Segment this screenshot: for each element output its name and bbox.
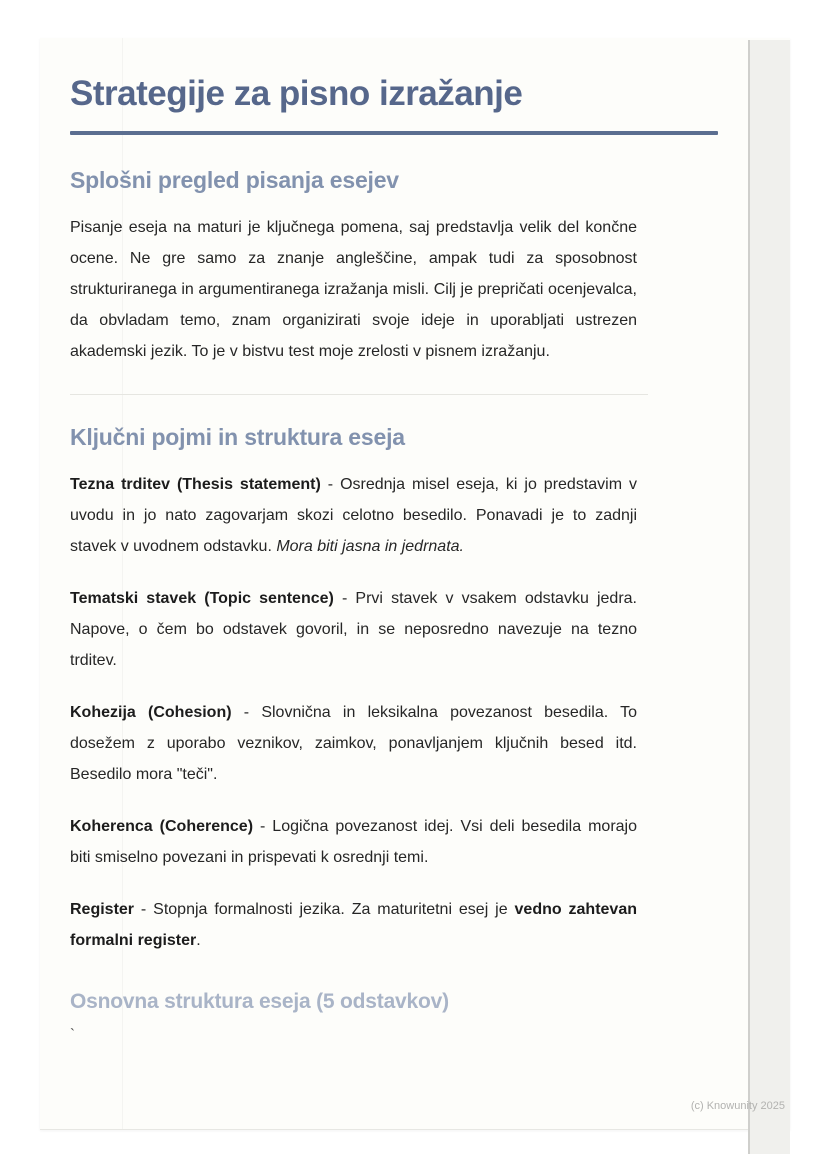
definition-thesis-statement [70, 469, 637, 562]
definition-register [70, 894, 637, 956]
term-definition-bold: vedno zahtevan formalni register [70, 901, 638, 949]
term-definition-tail: . [196, 932, 201, 949]
term-label: Register [70, 901, 135, 918]
watermark-text: (c) Knowunity 2025 [690, 1100, 785, 1112]
term-label: Tematski stavek (Topic sentence) [70, 590, 334, 607]
term-definition: - Stopnja formalnosti jezika. Za maturitetni esej je [134, 901, 515, 918]
overview-paragraph: Pisanje eseja na maturi je ključnega pomena, saj predstavlja velik del končne ocene. Ne gre samo za znanje angleščine, ampak tudi za sposobnost strukturiranega in argumentiranega izražanja misli. Cilj je prepričati ocenjevalca, da obvladam temo, znam organizirati svoje ideje in uporabljati ustrezen akademski jezik. To je v bistvu test moje zrelosti v pisnem izražanju. [70, 219, 637, 360]
term-definition: - Logična povezanost idej. Vsi deli besedila morajo biti smiselno povezani in prispevati k osrednji temi. [70, 818, 638, 866]
term-definition-italic: Mora biti jasna in jedrnata. [276, 538, 464, 555]
structure-placeholder-text: ` [70, 1026, 75, 1043]
term-label: Kohezija (Cohesion) [70, 704, 232, 721]
term-label: Tezna trditev (Thesis statement) [70, 476, 321, 493]
section-structure [70, 990, 637, 1043]
document-content [40, 38, 637, 1043]
page-edge-strip [748, 40, 790, 1154]
section-divider [70, 394, 648, 395]
term-definition: - Osrednja misel eseja, ki jo predstavim v uvodu in jo nato zagovarjam skozi celotno besedilo. Ponavadi je to zadnji stavek v uvodnem odstavku. [70, 476, 638, 555]
section-overview [70, 167, 637, 367]
definition-coherence [70, 811, 637, 873]
key-terms-heading: Ključni pojmi in struktura eseja [70, 424, 405, 450]
term-definition: - Prvi stavek v vsakem odstavku jedra. Napove, o čem bo odstavek govoril, in se neposredno navezuje na tezno trditev. [70, 590, 637, 669]
term-label: Koherenca (Coherence) [70, 818, 254, 835]
definition-topic-sentence [70, 583, 637, 676]
structure-heading: Osnovna struktura eseja (5 odstavkov) [70, 990, 449, 1013]
section-key-terms [70, 424, 637, 956]
document-title: Strategije za pisno izražanje [70, 74, 523, 113]
overview-heading: Splošni pregled pisanja esejev [70, 167, 399, 193]
term-definition: - Slovnična in leksikalna povezanost besedila. To dosežem z uporabo veznikov, zaimkov, ponavljanjem ključnih besed itd. Besedilo mora "teči". [70, 704, 637, 783]
title-underline-rule [70, 131, 718, 135]
definition-cohesion [70, 697, 637, 790]
document-page [40, 38, 790, 1130]
